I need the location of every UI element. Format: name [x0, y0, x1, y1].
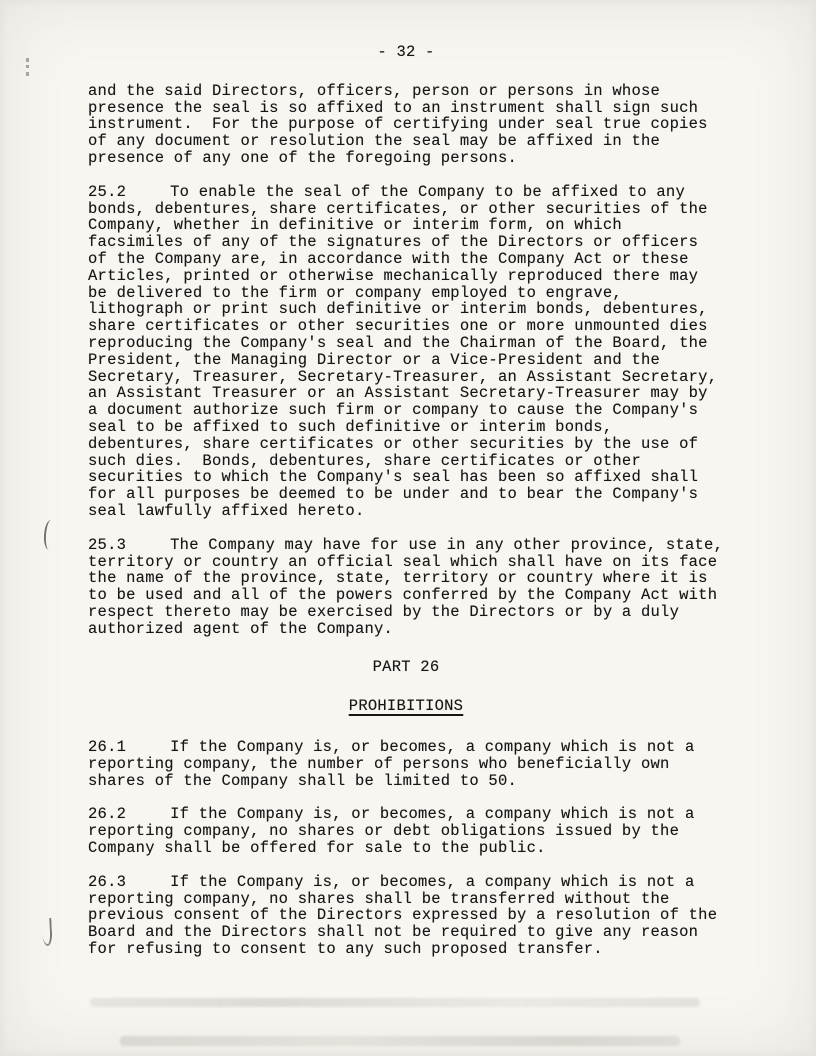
- clause-text: If the Company is, or becomes, a company which is not a reporting company, the number of persons who beneficially own shares of the Company shall be limited to 50.: [88, 738, 705, 790]
- clause-text: To enable the seal of the Company to be affixed to any bonds, debentures, share certificates, or other securities of the Company, whether in definitive or interim form, on which facsimiles of any of the signatures of the Directors or officers of the Company are, in accordance with the Company Act or these Articles, printed or otherwise mechanically reproduced there may be delivered to the firm or company employed to engrave, lithograph or print such definitive or interim bonds, debentures, share certificates or other securities one or more unmounted dies reproducing the Company's seal and the Chairman of the Board, the President, the Managing Director or a Vice-President and the Secretary, Treasurer, Secretary-Treasurer, an Assistant Secretary, an Assistant Treasurer or an Assistant Secretary-Treasurer may by a document authorize such firm or company to cause the Company's seal to be affixed to such definitive or interim bonds, debentures, share certificates or other securities by the use of such dies. Bonds, debentures, share certificates or other securities to which the Company's seal has been so affixed shall for all purposes be deemed to be under and to bear the Company's seal lawfully affixed hereto.: [88, 182, 727, 520]
- scan-artifact-smudge: [90, 998, 700, 1007]
- scan-artifact-paren-mark: [43, 520, 57, 551]
- clause-26-3: [88, 872, 727, 959]
- clause-number: 25.2: [88, 182, 127, 201]
- clause-text: If the Company is, or becomes, a company which is not a reporting company, no shares or debt obligations issued by the Company shall be offered for sale to the public.: [88, 805, 705, 858]
- prohibitions-heading: PROHIBITIONS: [348, 697, 464, 716]
- clause-25-3: [88, 535, 733, 638]
- clause-text: The Company may have for use in any other province, state, territory or country an official seal which shall have on its face the name of the province, state, territory or country where it is to be used and all of the powers conferred by the Company Act with respect thereto may be exercised by the Directors or by a duly authorized agent of the Company.: [88, 535, 733, 638]
- clause-number: 25.3: [88, 535, 127, 554]
- paragraph-text: and the said Directors, officers, person or persons in whose presence the seal is so affixed to an instrument shall sign such instrument. For the purpose of certifying under seal true copies of any document or resolution the seal may be affixed in the presence of any one of the foregoing persons.: [88, 81, 718, 167]
- clause-25-2: [88, 182, 727, 520]
- scan-artifact-smudge: [120, 1036, 680, 1046]
- document-content: [88, 43, 733, 959]
- clause-number: 26.3: [88, 872, 127, 891]
- clause-text: If the Company is, or becomes, a company which is not a reporting company, no shares shall be transferred without the previous consent of the Directors expressed by a resolution of the Board and the Directors shall not be required to give any reason for refusing to consent to any such proposed transfer.: [88, 872, 727, 959]
- scan-artifact-pen-mark: [41, 918, 52, 946]
- clause-26-1: [88, 739, 724, 789]
- continuation-paragraph: [88, 83, 724, 167]
- part-heading: PART 26: [372, 657, 440, 676]
- clause-number: 26.1: [88, 738, 127, 757]
- scan-artifact-dots: [26, 58, 30, 76]
- clause-26-2: [88, 806, 724, 856]
- clause-number: 26.2: [88, 805, 127, 824]
- page-number: - 32 -: [377, 43, 435, 61]
